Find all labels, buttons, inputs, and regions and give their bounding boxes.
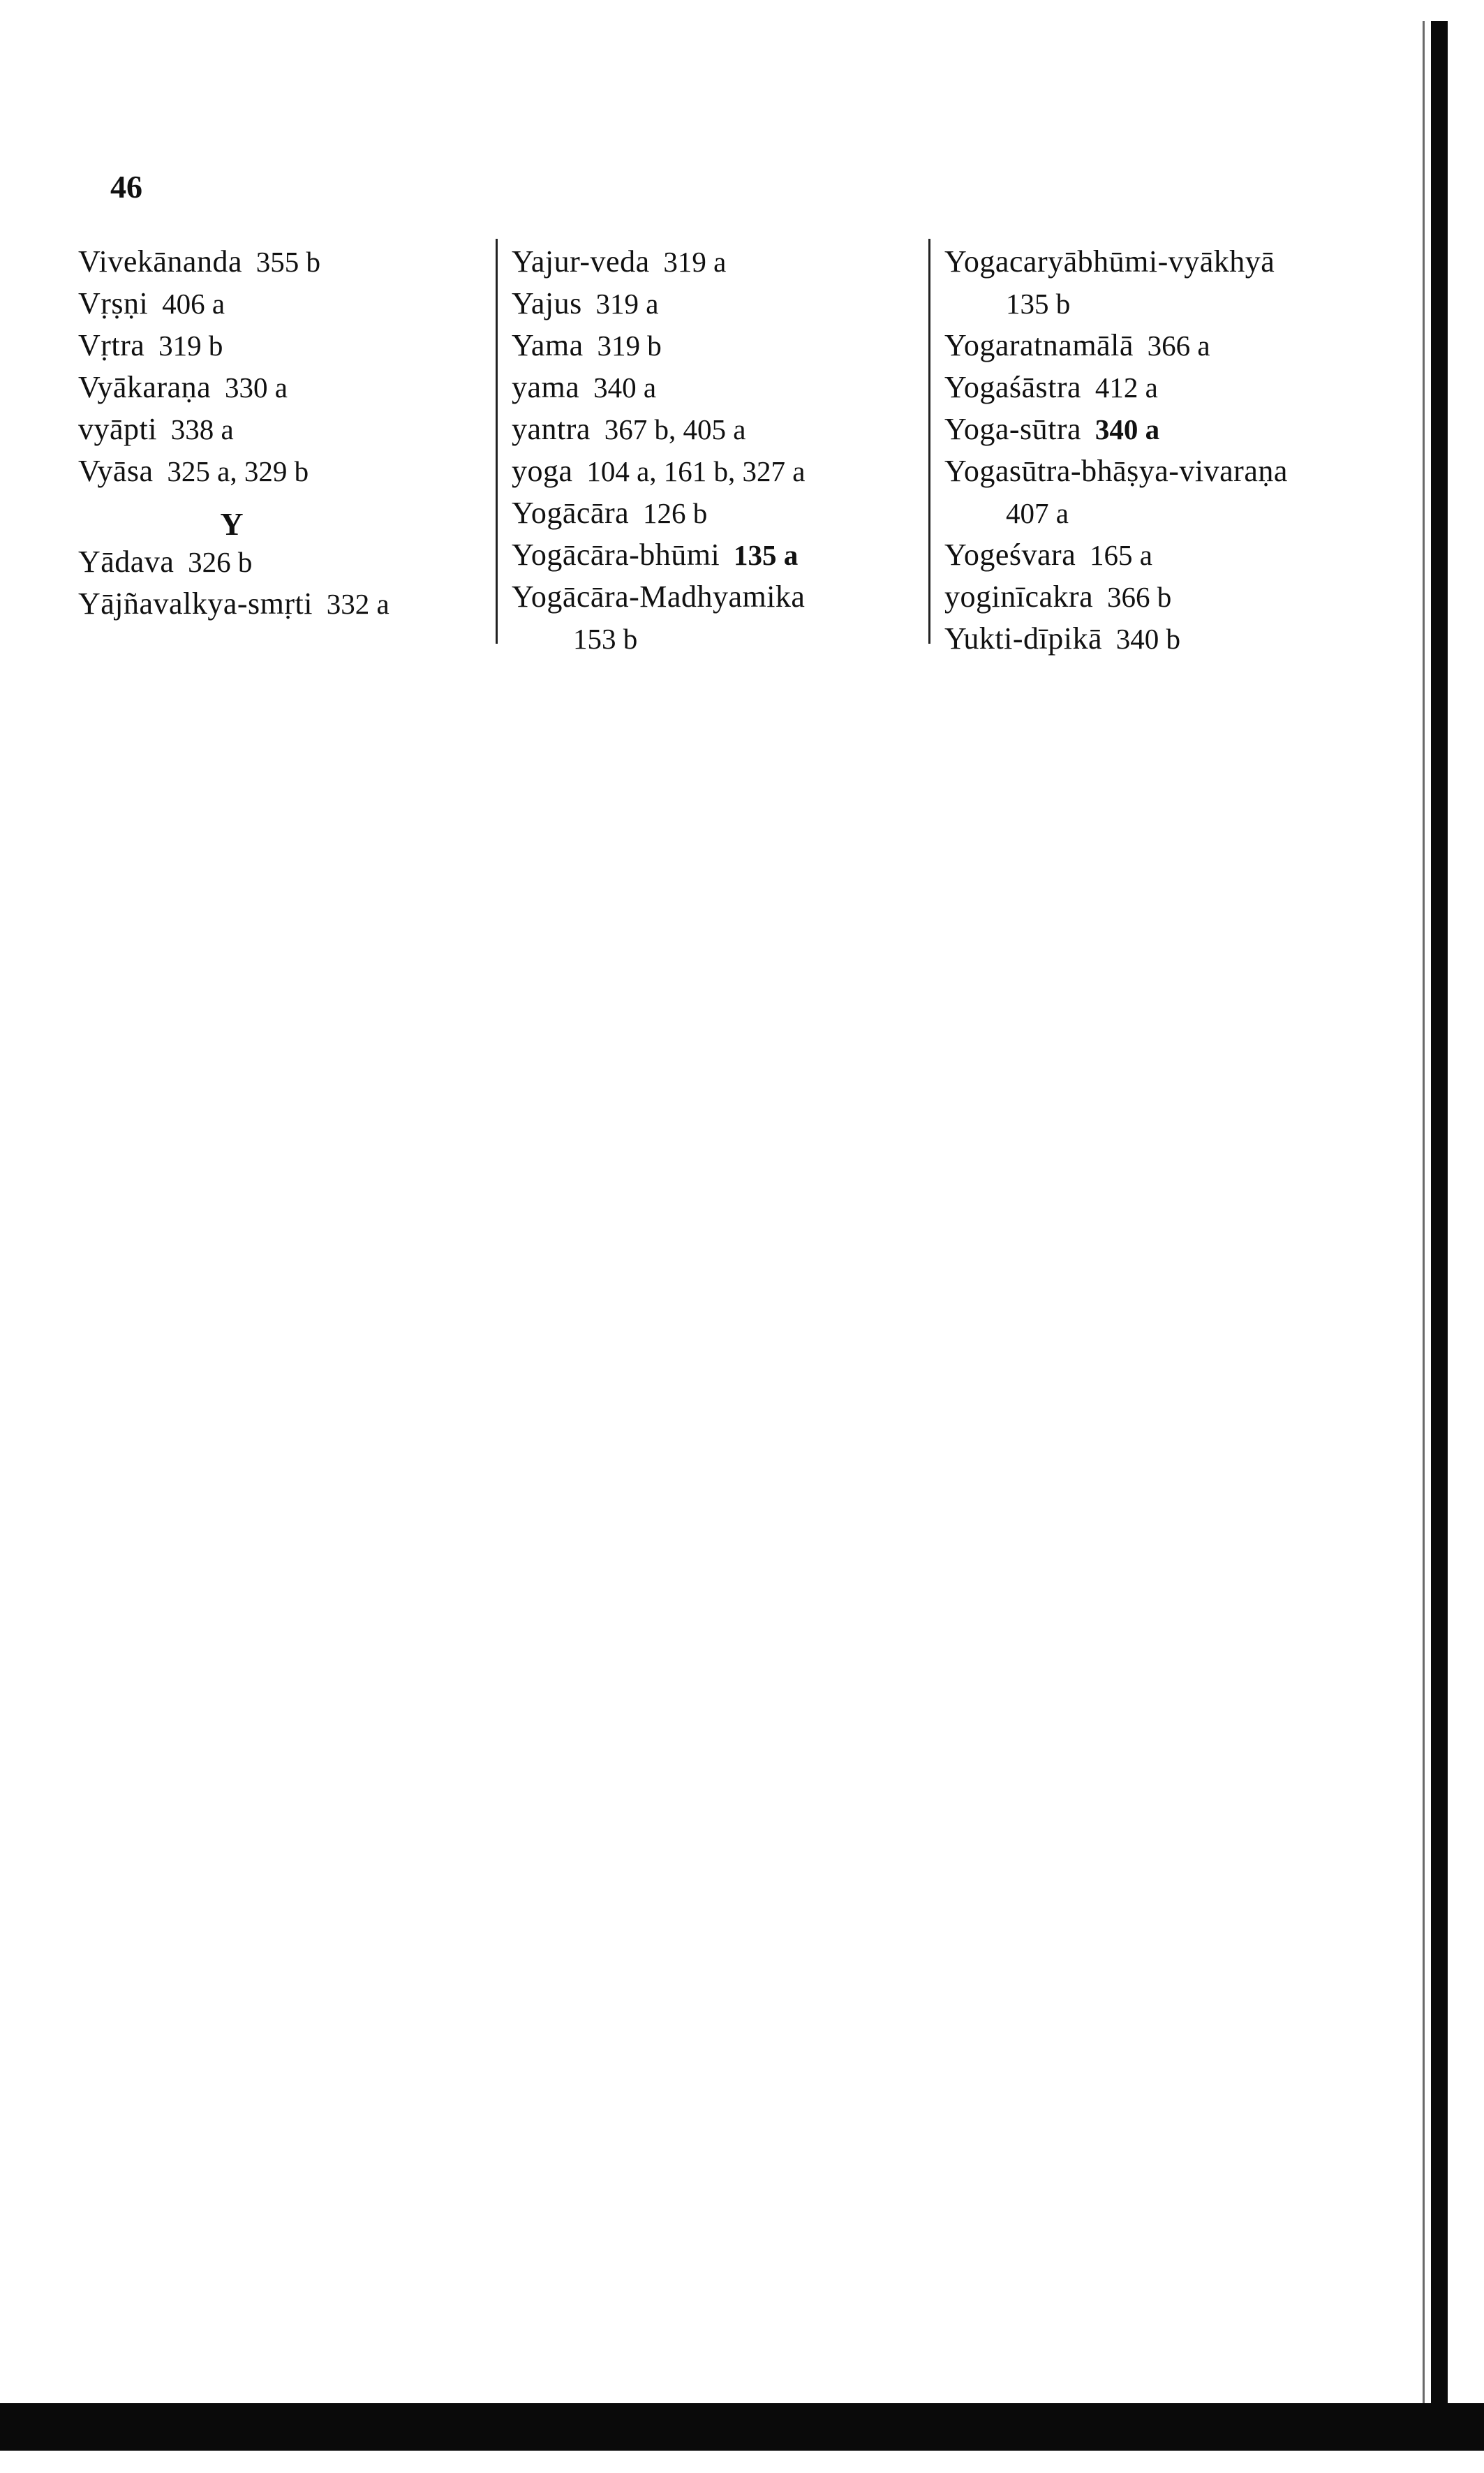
index-term: yama: [512, 370, 580, 404]
index-entry: [512, 325, 917, 367]
page-reference: 412 a: [1095, 371, 1158, 404]
index-entry: [78, 367, 469, 408]
index-term: Yogācāra: [512, 496, 630, 530]
index-term: Yoga-sūtra: [944, 412, 1082, 446]
scan-edge-bar-bottom: [0, 2403, 1484, 2451]
page-reference: 332 a: [326, 588, 389, 620]
index-term: Yajus: [512, 286, 582, 320]
index-entry: [78, 241, 469, 283]
scan-edge-bar-right: [1431, 21, 1448, 2409]
page-reference: 319 b: [597, 330, 662, 362]
page-reference: 126 b: [642, 497, 708, 529]
index-entry-continuation: [512, 618, 917, 660]
index-term: Vyāsa: [78, 454, 154, 488]
index-entry: [78, 408, 469, 450]
page-reference: 338 a: [170, 413, 234, 445]
index-entry: [78, 583, 469, 625]
index-term: Yogaratnamālā: [944, 328, 1134, 362]
index-column-3: [944, 241, 1433, 660]
index-column-1: [78, 241, 469, 625]
page-reference: 367 b: [604, 413, 669, 445]
index-entry: [944, 534, 1433, 576]
page-reference: 165 a: [1090, 539, 1152, 571]
index-entry: [944, 325, 1433, 367]
index-entry: [944, 576, 1433, 618]
index-term: Yogasūtra-bhāṣya-vivaraṇa: [944, 454, 1288, 488]
index-term: Yogācāra-Madhyamika: [512, 580, 806, 614]
page-reference: 135 b: [1006, 288, 1071, 320]
page-reference: 406 a: [162, 288, 225, 320]
page-reference: 325 a: [167, 455, 230, 487]
page-reference: 319 a: [595, 288, 659, 320]
page-reference: , 327 a: [728, 455, 805, 487]
index-entry: [512, 576, 917, 618]
index-entry: [78, 450, 469, 492]
index-entry: [512, 492, 917, 534]
index-term: Vivekānanda: [78, 244, 242, 279]
index-term: Yogaśāstra: [944, 370, 1082, 404]
page-reference: 326 b: [188, 546, 253, 578]
index-term: yoginīcakra: [944, 580, 1094, 614]
page-reference: 366 b: [1107, 581, 1172, 613]
scan-edge-line: [1423, 21, 1425, 2409]
index-term: Yājñavalkya-smṛti: [78, 586, 313, 621]
page-reference: 366 a: [1147, 330, 1210, 362]
index-entry: [512, 450, 917, 492]
index-term: Yajur-veda: [512, 244, 650, 279]
page-reference: 340 b: [1115, 623, 1181, 655]
index-entry: [944, 618, 1433, 660]
index-term: Yogācāra-bhūmi: [512, 538, 720, 572]
index-term: yoga: [512, 454, 573, 488]
index-term: Yukti-dīpikā: [944, 621, 1102, 656]
index-term: Yama: [512, 328, 584, 362]
index-entry: [512, 367, 917, 408]
index-entry: [512, 534, 917, 576]
index-entry: [944, 241, 1433, 283]
page-reference: 407 a: [1006, 497, 1069, 529]
index-term: Vṛṣṇi: [78, 286, 149, 320]
page-reference: 319 b: [158, 330, 223, 362]
index-entry: [78, 283, 469, 325]
index-term: Vṛtra: [78, 328, 145, 362]
index-term: Yogacaryābhūmi-vyākhyā: [944, 244, 1275, 279]
page-reference: 330 a: [224, 371, 288, 404]
column-divider: [928, 239, 930, 644]
index-term: vyāpti: [78, 412, 157, 446]
page-reference: 153 b: [573, 623, 638, 655]
index-column-2: [512, 241, 917, 660]
index-entry: [512, 408, 917, 450]
index-term: yantra: [512, 412, 591, 446]
page-reference: 319 a: [663, 246, 727, 278]
index-entry-continuation: [944, 283, 1433, 325]
index-entry-continuation: [944, 492, 1433, 534]
column-divider: [496, 239, 498, 644]
page-number: 46: [110, 169, 142, 205]
section-letter-heading: Y: [220, 506, 244, 542]
page-reference: 355 b: [255, 246, 321, 278]
page-reference: 340 a: [593, 371, 657, 404]
page-reference: 104 a: [586, 455, 650, 487]
index-entry: [78, 541, 469, 583]
index-entry: [512, 283, 917, 325]
index-entry: [512, 241, 917, 283]
index-entry: [78, 325, 469, 367]
page-reference: , 405 a: [669, 413, 745, 445]
index-term: Yogeśvara: [944, 538, 1076, 572]
index-term: Vyākaraṇa: [78, 370, 212, 404]
page-reference: , 329 b: [230, 455, 309, 487]
page-reference-principal: 135 a: [734, 539, 799, 571]
page-reference: , 161 b: [649, 455, 728, 487]
index-entry: [944, 367, 1433, 408]
index-entry: [944, 408, 1433, 450]
index-entry: [944, 450, 1433, 492]
index-term: Yādava: [78, 545, 175, 579]
page-reference-principal: 340 a: [1095, 413, 1160, 445]
